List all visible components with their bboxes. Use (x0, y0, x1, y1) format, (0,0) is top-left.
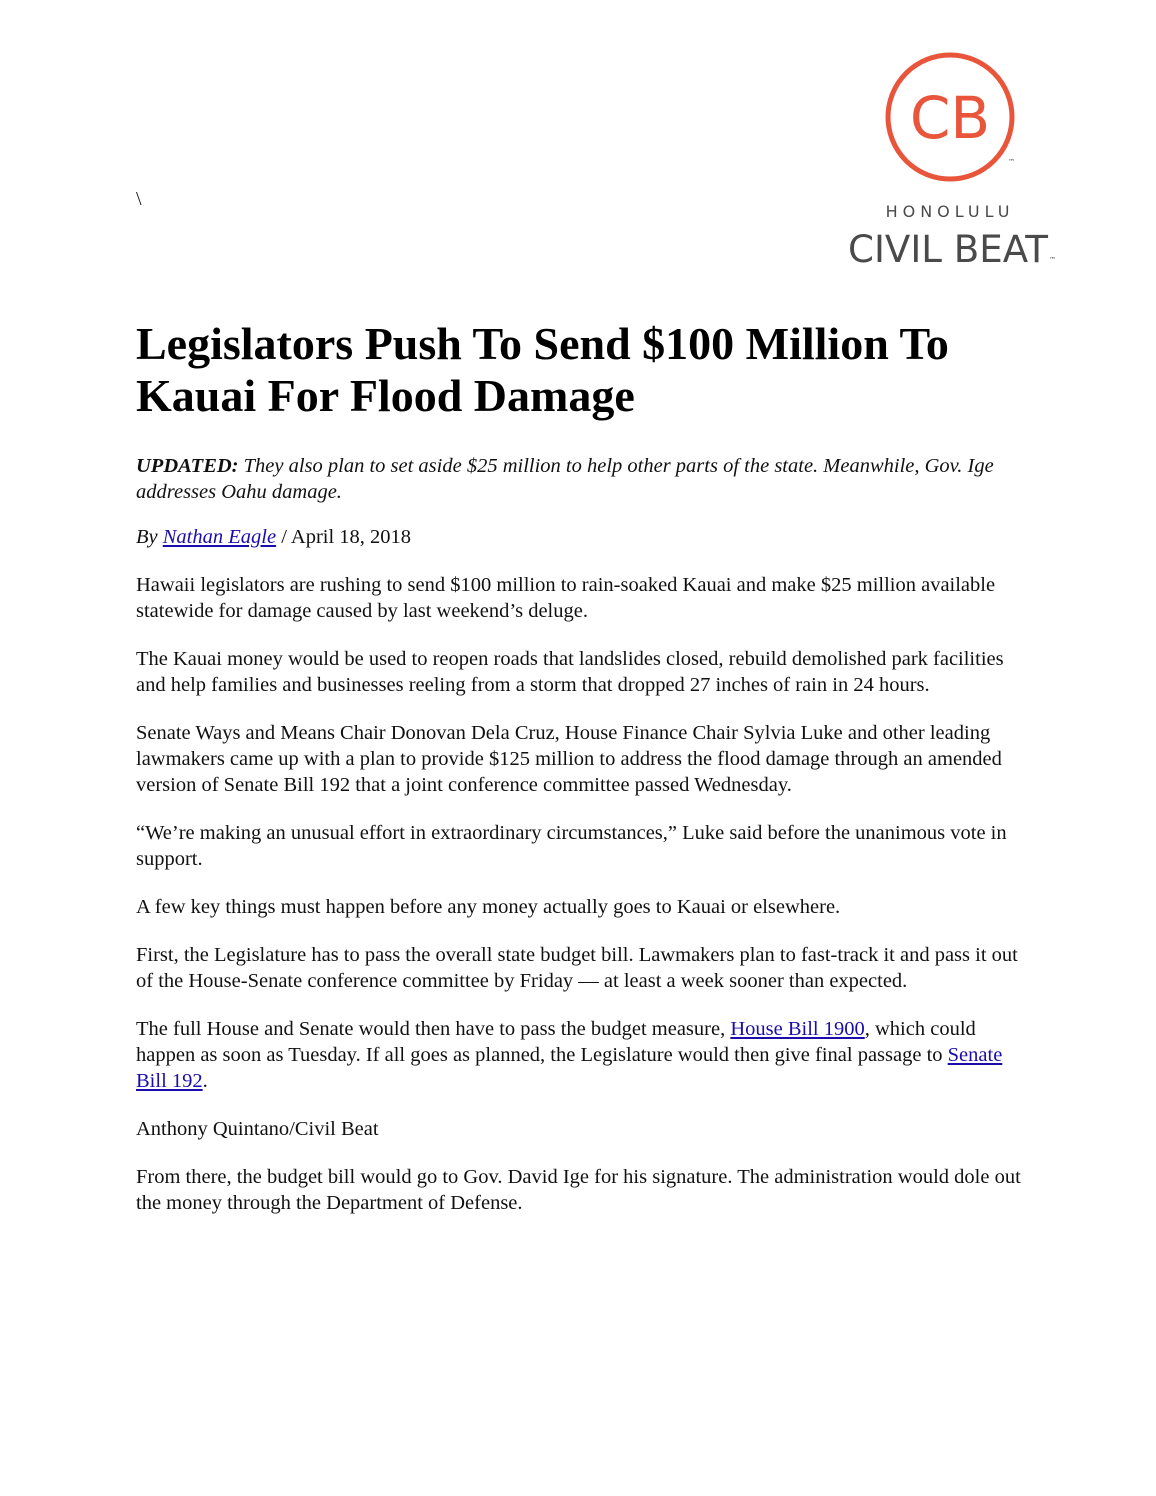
publish-date: April 18, 2018 (290, 526, 412, 548)
paragraph-2: The Kauai money would be used to reopen roads that landslides closed, rebuild demolished park facilities and help families and businesses reeling from a storm that dropped 27 inches of rain in 24 hours. (136, 648, 1004, 696)
paragraph-7-text-b: , which could happen as soon as Tuesday. If all goes as planned, the Legislature would then give final passage to (136, 1018, 976, 1066)
headline: Legislators Push To Send $100 Million To Kauai For Flood Damage (136, 318, 949, 421)
paragraph-6: First, the Legislature has to pass the overall state budget bill. Lawmakers plan to fast-track it and pass it out of the House-Senate conference committee by Friday — at least a week sooner than expected. (136, 944, 1018, 992)
civil-beat-logo-graphic (830, 52, 1070, 272)
paragraph-9: From there, the budget bill would go to Gov. David Ige for his signature. The administration would dole out the money through the Department of Defense. (136, 1166, 1021, 1214)
paragraph-3: Senate Ways and Means Chair Donovan Dela Cruz, House Finance Chair Sylvia Luke and other leading lawmakers came up with a plan to provide $125 million to address the flood damage through an amended version of Senate Bill 192 that a joint conference committee passed Wednesday. (136, 722, 1002, 796)
paragraph-7-text-a: The full House and Senate would then have to pass the budget measure, (136, 1018, 731, 1040)
paragraph-7 (136, 1016, 1026, 1094)
byline-prefix: By (136, 526, 163, 548)
dek-label: UPDATED: (136, 455, 239, 477)
house-bill-1900-link[interactable]: House Bill 1900 (730, 1018, 865, 1040)
paragraph-4: “We’re making an unusual effort in extraordinary circumstances,” Luke said before the unanimous vote in support. (136, 822, 1007, 870)
paragraph-7-text-c: . (202, 1070, 208, 1092)
stray-backslash: \ (136, 188, 142, 210)
photo-credit: Anthony Quintano/Civil Beat (136, 1118, 379, 1140)
svg-text:™: ™ (1008, 158, 1015, 166)
paragraph-5: A few key things must happen before any money actually goes to Kauai or elsewhere. (136, 896, 841, 918)
civil-beat-logo (830, 52, 1070, 272)
paragraph-1: Hawaii legislators are rushing to send $100 million to rain-soaked Kauai and make $25 million available statewide for damage caused by last weekend’s deluge. (136, 574, 996, 622)
svg-text:™: ™ (1049, 256, 1056, 264)
dek-text: They also plan to set aside $25 million to help other parts of the state. Meanwhile, Gov. Ige addresses Oahu damage. (136, 455, 994, 503)
article-dek (136, 453, 1026, 505)
byline-separator: / (276, 526, 291, 548)
senate-bill-192-link[interactable]: Senate Bill 192 (136, 1044, 1003, 1092)
svg-text:HONOLULU: HONOLULU (885, 202, 1015, 221)
byline (136, 524, 1026, 550)
author-link[interactable]: Nathan Eagle (162, 526, 277, 548)
article (136, 318, 1026, 1216)
svg-text:CIVIL BEAT: CIVIL BEAT (848, 228, 1049, 271)
svg-text:CB: CB (909, 84, 991, 152)
